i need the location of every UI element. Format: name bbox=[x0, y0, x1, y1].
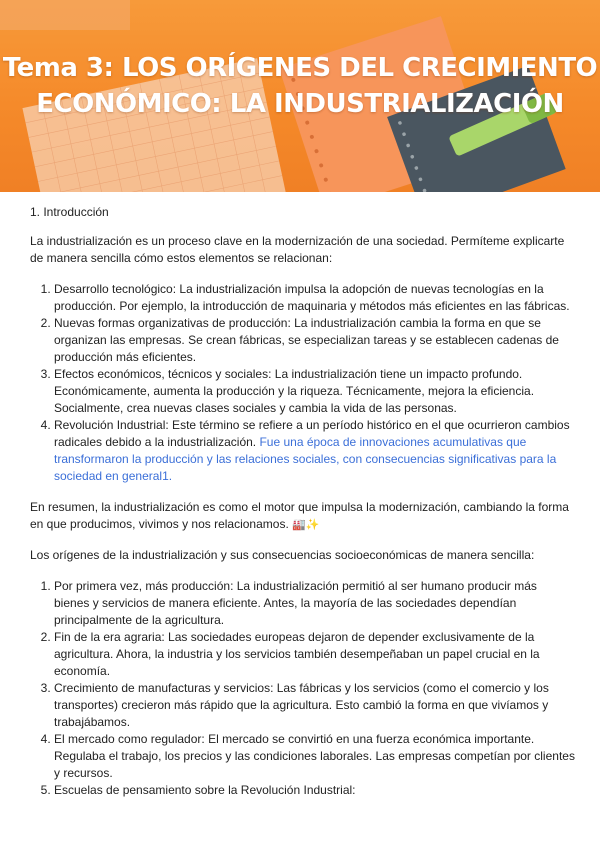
list-item: 3. Efectos económicos, técnicos y sociales: La industrialización tiene un impacto profundo. Económicamente, aumenta la producción y la riqueza. Técnicamente, mejora la eficiencia. Socialmente, crea nuevas clases sociales y cambia la vida de las personas. bbox=[54, 366, 575, 417]
origins-intro-paragraph: Los orígenes de la industrialización y sus consecuencias socioeconómicas de manera sencilla: bbox=[30, 548, 535, 562]
list-item: 4. Revolución Industrial: Este término se refiere a un período histórico en el que ocurrieron cambios radicales debido a la industrialización. Fue una época de innovaciones acumulativas que transformaron la producción y las relaciones sociales, con consecuencias significativas para la sociedad en general1. bbox=[54, 417, 575, 485]
document-body bbox=[30, 204, 575, 813]
intro-paragraph: La industrialización es un proceso clave en la modernización de una sociedad. Permíteme explicarte de manera sencilla cómo estos elementos se relacionan: bbox=[30, 234, 565, 265]
reference-link[interactable]: Fue una época de innovaciones acumulativas que transformaron la producción y las relaciones sociales, con consecuencias significativas para la sociedad en general1. bbox=[54, 435, 557, 483]
header-banner bbox=[0, 0, 600, 192]
ruler bbox=[0, 0, 130, 30]
page-title-line-1: Tema 3: LOS ORÍGENES DEL CRECIMIENTO bbox=[2, 53, 598, 83]
list-item: 2. Fin de la era agraria: Las sociedades europeas dejaron de depender exclusivamente de la agricultura. Ahora, la industria y los servicios también desempeñaban un papel crucial en la economía. bbox=[54, 629, 575, 680]
section-heading: 1. Introducción bbox=[30, 205, 109, 219]
summary-paragraph: En resumen, la industrialización es como el motor que impulsa la modernización, cambiando la forma en que producimos, vivimos y nos relacionamos. 🏭✨ bbox=[30, 500, 569, 531]
list-item: 1. Desarrollo tecnológico: La industrialización impulsa la adopción de nuevas tecnologías en la producción. Por ejemplo, la introducción de maquinaria y métodos más eficientes en las fábricas. bbox=[54, 281, 575, 315]
factory-sparkle-icon: 🏭✨ bbox=[292, 518, 320, 531]
origins-list bbox=[30, 578, 575, 799]
page-title-line-2: ECONÓMICO: LA INDUSTRIALIZACIÓN bbox=[36, 89, 564, 119]
list-item: 4. El mercado como regulador: El mercado se convirtió en una fuerza económica importante. Regulaba el trabajo, los precios y las condiciones laborales. Las empresas competían por clientes y recursos. bbox=[54, 731, 575, 782]
list-item: 5. Escuelas de pensamiento sobre la Revolución Industrial: bbox=[54, 782, 575, 799]
list-item: 2. Nuevas formas organizativas de producción: La industrialización cambia la forma en que se organizan las empresas. Se crean fábricas, se especializan tareas y se establecen cadenas de producción más eficientes. bbox=[54, 315, 575, 366]
concepts-list bbox=[30, 281, 575, 485]
list-item: 3. Crecimiento de manufacturas y servicios: Las fábricas y los servicios (como el comercio y los transportes) crecieron más rápido que la agricultura. Esto cambió la forma en que vivíamos y trabajábamos. bbox=[54, 680, 575, 731]
list-item: 1. Por primera vez, más producción: La industrialización permitió al ser humano producir más bienes y servicios de manera eficiente. Antes, la mayoría de las sociedades dependían principalmente de la agricultura. bbox=[54, 578, 575, 629]
page-title bbox=[0, 50, 600, 122]
